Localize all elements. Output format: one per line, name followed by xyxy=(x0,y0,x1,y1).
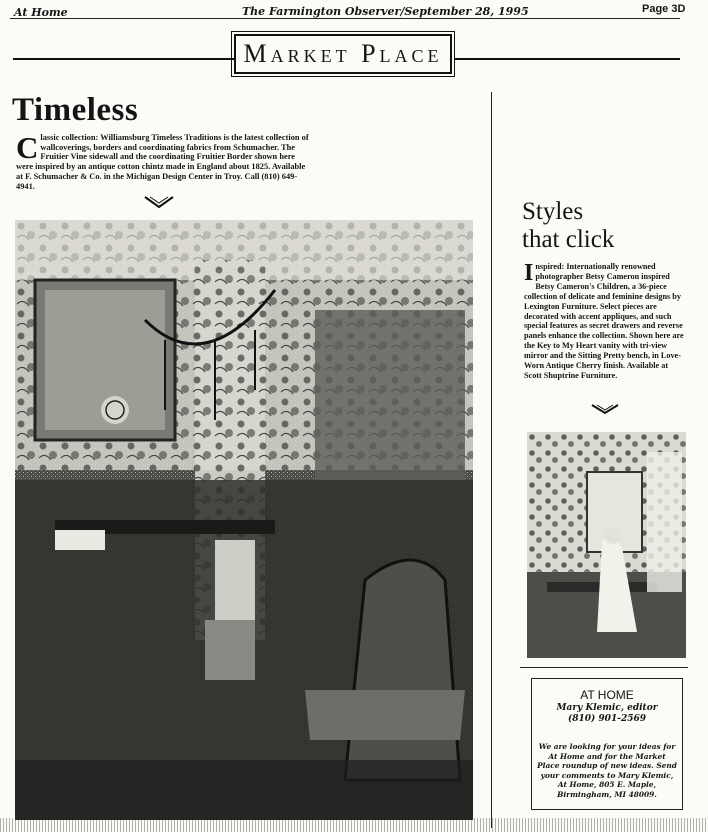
chevron-down-icon xyxy=(144,195,174,209)
sidebar-rule xyxy=(520,667,688,668)
photo-child-vanity-graphic xyxy=(527,432,686,658)
story-body-timeless xyxy=(16,130,312,191)
column-rule xyxy=(491,92,492,828)
story-body-styles xyxy=(524,262,686,381)
headline-styles-that-click xyxy=(522,198,614,254)
scan-noise-border xyxy=(0,818,708,832)
section-label: At Home xyxy=(14,6,68,19)
photo-child-vanity xyxy=(527,432,686,658)
editor-name: Mary Klemic, editor xyxy=(556,703,658,713)
headline-line-2: that click xyxy=(522,226,615,253)
banner-rule-right xyxy=(454,58,680,60)
athome-body: We are looking for your ideas for At Home and for the Market Place roundup of new ideas. Send your comments to Mary Klemic, At Home, 805 E. Maple, Birmingham, MI 48009. xyxy=(537,742,677,799)
editor-phone: (810) 901-2569 xyxy=(567,714,646,724)
publication-date-line: The Farmington Observer/September 28, 1995 xyxy=(242,5,529,18)
section-banner xyxy=(234,34,452,74)
banner-rule-left xyxy=(13,58,235,60)
story-text: lassic collection: Williamsburg Timeless Traditions is the latest collection of wallcoverings, borders and coordinating fabrics from Schumacher. The Fruitier Vine sidewall and the coordinating Fruitier Border shown here were inspired by an antique cotton chintz made in England about 1825. Available at F. Schumacher & Co. in the Michigan Design Center in Troy. Call (810) 649-4941. xyxy=(16,133,309,191)
banner-title: Market Place xyxy=(243,39,443,68)
athome-title: AT HOME xyxy=(580,688,634,702)
chevron-down-icon xyxy=(591,403,619,415)
dropcap: I xyxy=(524,260,534,286)
story-text: nspired: Internationally renowned photographer Betsy Cameron inspired Betsy Cameron's Children, a 36-piece collection of delicate and feminine designs by Lexington Furniture. Select pieces are decorated with accent appliques, and such special features as secret drawers and reverse panels enhance the collection. Shown here are the Key to My Heart vanity with tri-view mirror and the Sitting Pretty bench, in Love-Worn Antique Cherry finish. Available at Scott Shuptrine Furniture. xyxy=(524,262,684,380)
headline-line-1: Styles xyxy=(522,198,584,225)
photo-dining-room-graphic xyxy=(15,220,473,820)
header-rule xyxy=(10,18,680,19)
page-number: Page 3D xyxy=(642,3,686,15)
dropcap: C xyxy=(16,130,39,165)
headline-timeless: Timeless xyxy=(12,92,139,128)
athome-info-box xyxy=(531,678,683,810)
photo-dining-room xyxy=(15,220,473,820)
